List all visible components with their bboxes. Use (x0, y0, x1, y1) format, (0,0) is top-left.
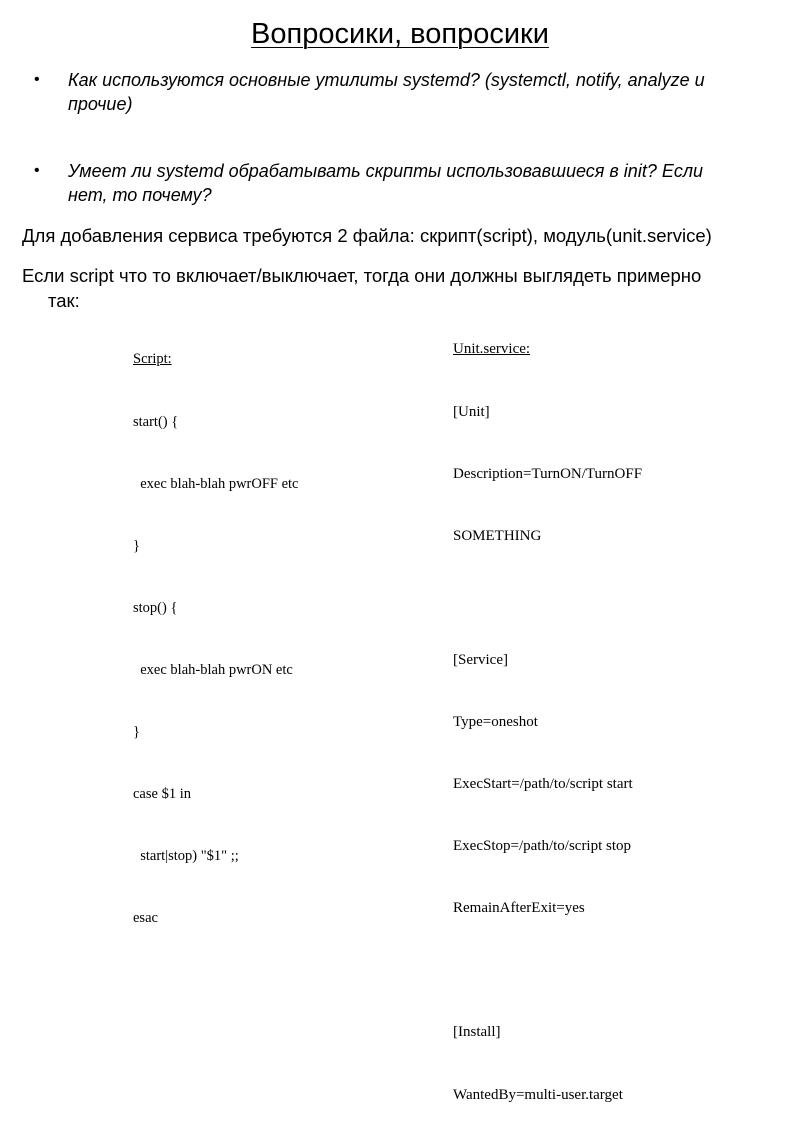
bullet-1-line-2: прочие) (68, 94, 133, 114)
unit-line (453, 588, 642, 609)
bullet-marker: • (34, 162, 40, 179)
script-line: } (133, 723, 140, 740)
bullet-2-line-1: Умеет ли systemd обрабатывать скрипты использовавшиеся в init? Если (68, 161, 704, 181)
unit-line: ExecStop=/path/to/script stop (453, 838, 632, 855)
paragraph-files: Для добавления сервиса требуются 2 файла: скрипт(script), модуль(unit.service) (22, 225, 712, 246)
unit-line: [Unit] (453, 403, 490, 420)
unit-line: [Install] (453, 1024, 501, 1041)
unit-line: SOMETHING (453, 527, 542, 544)
script-line: esac (133, 910, 158, 927)
script-line: case $1 in (133, 786, 191, 803)
script-line: start|stop) "$1" ;; (133, 848, 239, 865)
unit-line: ExecStart=/path/to/script start (453, 776, 633, 793)
unit-line: Description=TurnON/TurnOFF (453, 465, 643, 482)
paragraph-example-line-1: Если script что то включает/выключает, тогда они должны выглядеть примерно (22, 265, 702, 286)
bullet-marker: • (34, 71, 40, 88)
script-line: exec blah-blah pwrON etc (133, 661, 293, 678)
bullet-2-line-2: нет, то почему? (68, 185, 212, 205)
unit-line: WantedBy=multi-user.target (453, 1086, 623, 1103)
unit-line: [Service] (453, 651, 508, 668)
bullet-1-line-1: Как используются основные утилиты systemd? (systemctl, notify, analyze и (68, 70, 705, 90)
unit-line: RemainAfterExit=yes (453, 900, 585, 917)
unit-header: Unit.service: (453, 341, 531, 358)
script-code-block (133, 308, 299, 970)
unit-service-code-block (453, 298, 642, 1147)
unit-line: Type=oneshot (453, 713, 538, 730)
paragraph-example-line-2: так: (48, 290, 80, 311)
script-line: exec blah-blah pwrOFF etc (133, 475, 299, 492)
unit-line (453, 960, 642, 981)
slide-title: Вопросики, вопросики (251, 18, 549, 50)
bullet-item-1 (68, 68, 778, 116)
script-line: } (133, 537, 140, 554)
script-header: Script: (133, 351, 172, 368)
script-line: start() { (133, 413, 179, 430)
bullet-item-2 (68, 159, 778, 207)
script-line: stop() { (133, 599, 178, 616)
